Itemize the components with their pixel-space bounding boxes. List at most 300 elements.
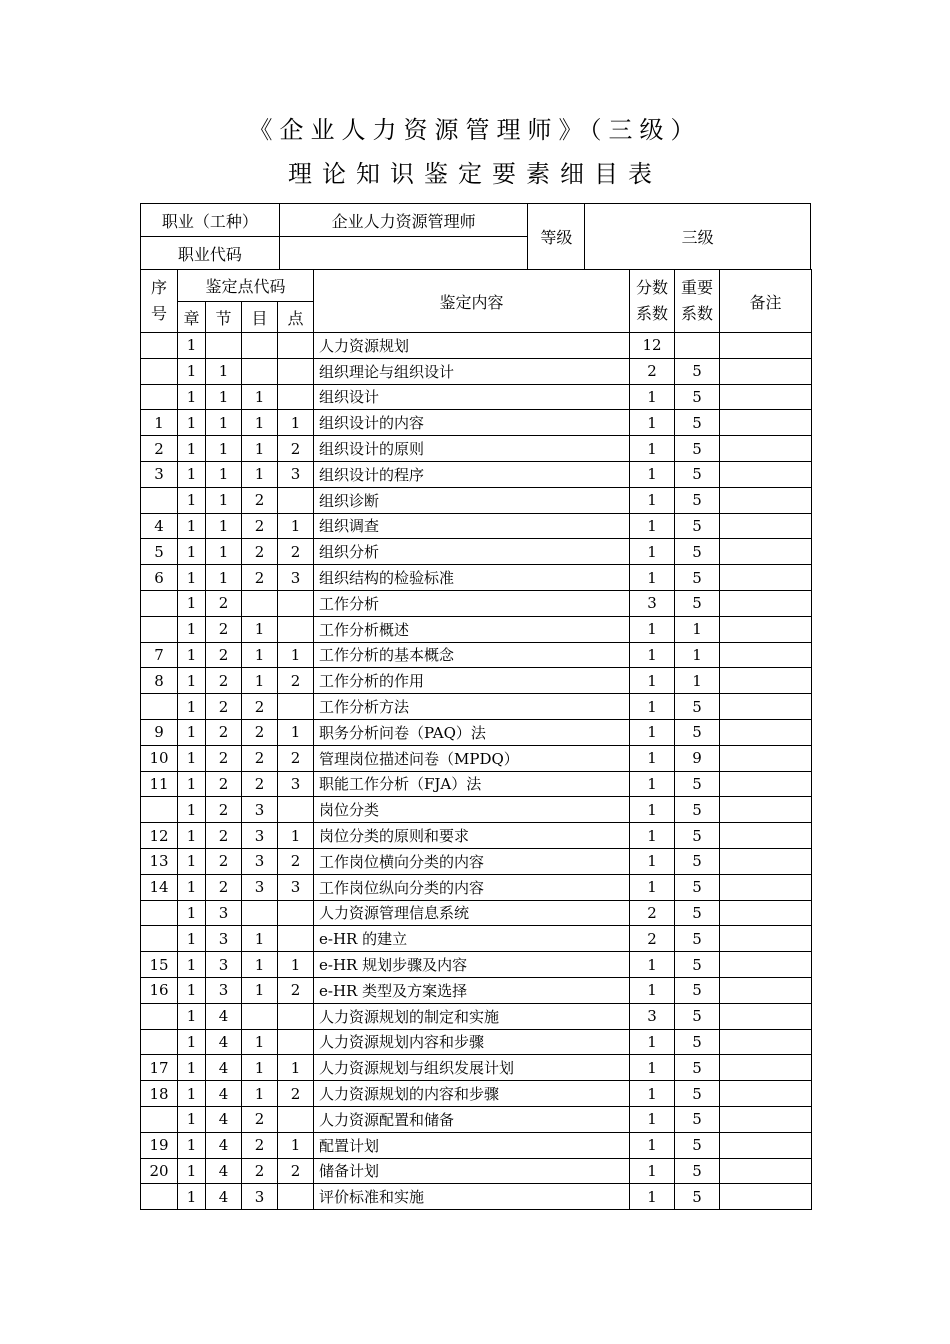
table-row (141, 565, 812, 591)
score-header-line1: 分数 (636, 278, 669, 297)
section-cell: 3 (206, 900, 242, 926)
seq-header (141, 270, 178, 333)
section-cell: 2 (206, 797, 242, 823)
seq-cell: 4 (141, 513, 178, 539)
content-cell: 人力资源规划内容和步骤 (314, 1029, 630, 1055)
importance-cell: 5 (675, 513, 720, 539)
section-header: 节 (206, 302, 242, 333)
document-title: 《企业人力资源管理师》（三级） (248, 116, 702, 144)
importance-cell: 5 (675, 1003, 720, 1029)
score-cell: 1 (630, 461, 675, 487)
item-cell: 1 (242, 668, 278, 694)
importance-cell: 5 (675, 694, 720, 720)
content-header: 鉴定内容 (314, 270, 630, 333)
item-cell: 3 (242, 797, 278, 823)
table-row (141, 1055, 812, 1081)
content-cell: e-HR 类型及方案选择 (314, 977, 630, 1003)
content-cell: 工作岗位横向分类的内容 (314, 848, 630, 874)
importance-header-line1: 重要 (681, 278, 714, 297)
importance-cell: 5 (675, 771, 720, 797)
score-cell: 1 (630, 823, 675, 849)
importance-cell: 1 (675, 668, 720, 694)
table-row (141, 513, 812, 539)
importance-cell: 5 (675, 900, 720, 926)
content-cell: e-HR 的建立 (314, 926, 630, 952)
remarks-cell (720, 900, 812, 926)
score-cell: 1 (630, 1055, 675, 1081)
item-cell: 2 (242, 1158, 278, 1184)
chapter-cell: 1 (178, 461, 206, 487)
point-cell (278, 797, 314, 823)
section-cell: 4 (206, 1158, 242, 1184)
seq-cell: 7 (141, 642, 178, 668)
section-cell: 4 (206, 1106, 242, 1132)
score-cell: 1 (630, 539, 675, 565)
chapter-cell: 1 (178, 616, 206, 642)
content-cell: 组织理论与组织设计 (314, 358, 630, 384)
point-cell (278, 1106, 314, 1132)
section-cell: 1 (206, 410, 242, 436)
item-cell: 1 (242, 642, 278, 668)
chapter-cell: 1 (178, 333, 206, 359)
chapter-cell: 1 (178, 1184, 206, 1210)
table-row (141, 926, 812, 952)
section-cell: 2 (206, 874, 242, 900)
remarks-cell (720, 719, 812, 745)
elements-table (140, 269, 812, 1210)
importance-cell: 5 (675, 358, 720, 384)
seq-cell: 14 (141, 874, 178, 900)
occupation-value: 企业人力资源管理师 (279, 204, 528, 237)
point-cell (278, 487, 314, 513)
table-row (141, 797, 812, 823)
item-cell: 2 (242, 719, 278, 745)
table-row (141, 823, 812, 849)
score-cell: 1 (630, 977, 675, 1003)
content-cell: 工作岗位纵向分类的内容 (314, 874, 630, 900)
item-cell: 2 (242, 487, 278, 513)
remarks-cell (720, 384, 812, 410)
importance-cell: 5 (675, 1055, 720, 1081)
score-cell: 1 (630, 384, 675, 410)
point-cell: 2 (278, 668, 314, 694)
item-cell (242, 333, 278, 359)
seq-header-line2: 号 (150, 304, 167, 323)
score-cell: 1 (630, 642, 675, 668)
table-row (141, 358, 812, 384)
remarks-header: 备注 (720, 270, 812, 333)
point-header: 点 (278, 302, 314, 333)
point-cell: 1 (278, 719, 314, 745)
item-cell: 3 (242, 874, 278, 900)
remarks-cell (720, 590, 812, 616)
table-row (141, 1158, 812, 1184)
table-row (141, 1132, 812, 1158)
seq-cell: 10 (141, 745, 178, 771)
importance-cell: 5 (675, 461, 720, 487)
score-cell: 1 (630, 410, 675, 436)
score-cell: 1 (630, 1029, 675, 1055)
content-cell: 人力资源配置和储备 (314, 1106, 630, 1132)
score-cell: 1 (630, 1184, 675, 1210)
remarks-cell (720, 358, 812, 384)
content-cell: 工作分析方法 (314, 694, 630, 720)
item-cell: 1 (242, 977, 278, 1003)
seq-cell (141, 358, 178, 384)
chapter-cell: 1 (178, 1158, 206, 1184)
chapter-cell: 1 (178, 436, 206, 462)
section-cell: 2 (206, 642, 242, 668)
importance-cell: 5 (675, 848, 720, 874)
seq-cell (141, 1003, 178, 1029)
chapter-cell: 1 (178, 694, 206, 720)
item-cell (242, 1003, 278, 1029)
remarks-cell (720, 874, 812, 900)
remarks-cell (720, 694, 812, 720)
content-cell: 职能工作分析（FJA）法 (314, 771, 630, 797)
point-cell (278, 616, 314, 642)
table-row (141, 848, 812, 874)
point-cell: 1 (278, 410, 314, 436)
section-cell: 4 (206, 1081, 242, 1107)
importance-cell: 1 (675, 616, 720, 642)
importance-header-line2: 系数 (681, 304, 714, 323)
table-row (141, 642, 812, 668)
chapter-cell: 1 (178, 539, 206, 565)
table-row (141, 1003, 812, 1029)
item-cell: 1 (242, 1055, 278, 1081)
item-cell (242, 900, 278, 926)
level-value: 三级 (585, 204, 811, 270)
section-cell: 1 (206, 384, 242, 410)
remarks-cell (720, 745, 812, 771)
section-cell: 1 (206, 513, 242, 539)
importance-cell: 5 (675, 926, 720, 952)
table-row (141, 1081, 812, 1107)
importance-cell: 5 (675, 719, 720, 745)
chapter-cell: 1 (178, 823, 206, 849)
point-cell: 2 (278, 539, 314, 565)
seq-cell: 2 (141, 436, 178, 462)
table-row (141, 539, 812, 565)
seq-cell: 18 (141, 1081, 178, 1107)
remarks-cell (720, 952, 812, 978)
point-cell: 1 (278, 513, 314, 539)
score-cell: 2 (630, 900, 675, 926)
seq-cell: 12 (141, 823, 178, 849)
seq-cell: 16 (141, 977, 178, 1003)
section-cell: 4 (206, 1029, 242, 1055)
chapter-cell: 1 (178, 1003, 206, 1029)
item-cell: 2 (242, 745, 278, 771)
occupation-code-value (279, 237, 528, 270)
point-cell (278, 590, 314, 616)
seq-cell: 13 (141, 848, 178, 874)
item-cell: 2 (242, 771, 278, 797)
content-cell: 组织设计的原则 (314, 436, 630, 462)
section-cell: 1 (206, 461, 242, 487)
seq-cell: 9 (141, 719, 178, 745)
point-cell (278, 384, 314, 410)
content-cell: 工作分析 (314, 590, 630, 616)
seq-header-line1: 序 (150, 278, 167, 297)
importance-cell: 5 (675, 952, 720, 978)
document-subtitle: 理论知识鉴定要素细目表 (288, 160, 662, 188)
importance-cell: 5 (675, 823, 720, 849)
content-cell: 组织诊断 (314, 487, 630, 513)
remarks-cell (720, 1184, 812, 1210)
point-cell (278, 358, 314, 384)
section-cell: 4 (206, 1132, 242, 1158)
remarks-cell (720, 1158, 812, 1184)
importance-cell: 5 (675, 1029, 720, 1055)
chapter-cell: 1 (178, 565, 206, 591)
score-cell: 1 (630, 848, 675, 874)
seq-cell: 1 (141, 410, 178, 436)
item-cell: 1 (242, 436, 278, 462)
table-row (141, 977, 812, 1003)
seq-cell (141, 1106, 178, 1132)
remarks-cell (720, 616, 812, 642)
occupation-code-label: 职业代码 (141, 237, 280, 270)
remarks-cell (720, 642, 812, 668)
point-cell (278, 694, 314, 720)
content-cell: 人力资源规划的内容和步骤 (314, 1081, 630, 1107)
chapter-cell: 1 (178, 952, 206, 978)
item-header: 目 (242, 302, 278, 333)
importance-cell (675, 333, 720, 359)
seq-cell: 5 (141, 539, 178, 565)
code-group-header: 鉴定点代码 (178, 270, 314, 302)
content-cell: 组织设计 (314, 384, 630, 410)
table-row (141, 1106, 812, 1132)
item-cell (242, 358, 278, 384)
content-cell: 人力资源规划的制定和实施 (314, 1003, 630, 1029)
chapter-cell: 1 (178, 771, 206, 797)
remarks-cell (720, 410, 812, 436)
point-cell: 2 (278, 1158, 314, 1184)
seq-cell: 15 (141, 952, 178, 978)
table-row (141, 1029, 812, 1055)
item-cell: 1 (242, 1081, 278, 1107)
content-cell: 储备计划 (314, 1158, 630, 1184)
content-cell: 组织结构的检验标准 (314, 565, 630, 591)
table-row (141, 461, 812, 487)
item-cell (242, 590, 278, 616)
chapter-cell: 1 (178, 900, 206, 926)
importance-cell: 5 (675, 565, 720, 591)
importance-cell: 5 (675, 1158, 720, 1184)
importance-cell: 9 (675, 745, 720, 771)
importance-cell: 5 (675, 1132, 720, 1158)
score-cell: 12 (630, 333, 675, 359)
section-cell: 4 (206, 1003, 242, 1029)
item-cell: 2 (242, 694, 278, 720)
table-row (141, 694, 812, 720)
section-cell: 3 (206, 977, 242, 1003)
chapter-cell: 1 (178, 1132, 206, 1158)
remarks-cell (720, 436, 812, 462)
content-cell: 配置计划 (314, 1132, 630, 1158)
section-cell: 4 (206, 1055, 242, 1081)
remarks-cell (720, 1106, 812, 1132)
remarks-cell (720, 668, 812, 694)
seq-cell (141, 487, 178, 513)
score-cell: 1 (630, 1158, 675, 1184)
score-cell: 1 (630, 797, 675, 823)
chapter-cell: 1 (178, 642, 206, 668)
chapter-cell: 1 (178, 590, 206, 616)
point-cell (278, 1184, 314, 1210)
point-cell: 1 (278, 823, 314, 849)
content-cell: 管理岗位描述问卷（MPDQ） (314, 745, 630, 771)
point-cell: 1 (278, 1055, 314, 1081)
seq-cell: 3 (141, 461, 178, 487)
content-cell: 人力资源管理信息系统 (314, 900, 630, 926)
score-header (630, 270, 675, 333)
score-cell: 3 (630, 590, 675, 616)
point-cell (278, 926, 314, 952)
section-cell: 2 (206, 848, 242, 874)
chapter-cell: 1 (178, 719, 206, 745)
table-row (141, 771, 812, 797)
importance-cell: 5 (675, 977, 720, 1003)
table-row (141, 410, 812, 436)
importance-cell: 5 (675, 797, 720, 823)
header-table (140, 203, 811, 270)
section-cell: 2 (206, 590, 242, 616)
seq-cell (141, 1029, 178, 1055)
remarks-cell (720, 1132, 812, 1158)
chapter-cell: 1 (178, 977, 206, 1003)
section-cell: 2 (206, 616, 242, 642)
remarks-cell (720, 333, 812, 359)
score-cell: 1 (630, 487, 675, 513)
item-cell: 2 (242, 1132, 278, 1158)
chapter-cell: 1 (178, 1081, 206, 1107)
item-cell: 2 (242, 1106, 278, 1132)
item-cell: 1 (242, 616, 278, 642)
table-row (141, 952, 812, 978)
content-cell: 组织调查 (314, 513, 630, 539)
table-row (141, 745, 812, 771)
score-cell: 1 (630, 745, 675, 771)
seq-cell (141, 926, 178, 952)
chapter-cell: 1 (178, 926, 206, 952)
chapter-cell: 1 (178, 410, 206, 436)
point-cell: 2 (278, 977, 314, 1003)
remarks-cell (720, 1081, 812, 1107)
table-row (141, 590, 812, 616)
remarks-cell (720, 513, 812, 539)
content-cell: 岗位分类 (314, 797, 630, 823)
score-cell: 3 (630, 1003, 675, 1029)
score-cell: 1 (630, 1081, 675, 1107)
content-cell: 组织设计的内容 (314, 410, 630, 436)
importance-cell: 5 (675, 590, 720, 616)
seq-cell: 8 (141, 668, 178, 694)
remarks-cell (720, 1029, 812, 1055)
content-cell: 工作分析概述 (314, 616, 630, 642)
section-cell (206, 333, 242, 359)
section-cell: 2 (206, 694, 242, 720)
importance-header (675, 270, 720, 333)
importance-cell: 5 (675, 1081, 720, 1107)
section-cell: 4 (206, 1184, 242, 1210)
score-cell: 1 (630, 952, 675, 978)
item-cell: 1 (242, 1029, 278, 1055)
content-cell: 人力资源规划 (314, 333, 630, 359)
content-cell: 工作分析的基本概念 (314, 642, 630, 668)
importance-cell: 5 (675, 874, 720, 900)
table-row (141, 384, 812, 410)
content-cell: 组织分析 (314, 539, 630, 565)
chapter-cell: 1 (178, 1106, 206, 1132)
content-cell: 工作分析的作用 (314, 668, 630, 694)
chapter-cell: 1 (178, 745, 206, 771)
item-cell: 1 (242, 384, 278, 410)
table-body (141, 333, 812, 1210)
seq-cell: 17 (141, 1055, 178, 1081)
remarks-cell (720, 977, 812, 1003)
remarks-cell (720, 848, 812, 874)
table-row (141, 668, 812, 694)
score-cell: 1 (630, 668, 675, 694)
seq-cell: 11 (141, 771, 178, 797)
table-row (141, 874, 812, 900)
importance-cell: 5 (675, 539, 720, 565)
point-cell: 1 (278, 1132, 314, 1158)
importance-cell: 5 (675, 410, 720, 436)
section-cell: 1 (206, 487, 242, 513)
score-cell: 1 (630, 719, 675, 745)
remarks-cell (720, 771, 812, 797)
item-cell: 3 (242, 823, 278, 849)
level-label: 等级 (528, 204, 585, 270)
chapter-cell: 1 (178, 848, 206, 874)
section-cell: 1 (206, 539, 242, 565)
content-cell: 岗位分类的原则和要求 (314, 823, 630, 849)
point-cell (278, 900, 314, 926)
item-cell: 2 (242, 513, 278, 539)
content-cell: 人力资源规划与组织发展计划 (314, 1055, 630, 1081)
seq-cell (141, 1184, 178, 1210)
chapter-cell: 1 (178, 668, 206, 694)
occupation-label: 职业（工种） (141, 204, 280, 237)
table-row (141, 616, 812, 642)
point-cell: 3 (278, 771, 314, 797)
score-cell: 2 (630, 358, 675, 384)
remarks-cell (720, 487, 812, 513)
seq-cell (141, 616, 178, 642)
score-cell: 1 (630, 513, 675, 539)
seq-cell: 20 (141, 1158, 178, 1184)
section-cell: 1 (206, 436, 242, 462)
score-header-line2: 系数 (636, 304, 669, 323)
score-cell: 2 (630, 926, 675, 952)
content-cell: 组织设计的程序 (314, 461, 630, 487)
score-cell: 1 (630, 694, 675, 720)
seq-cell (141, 384, 178, 410)
seq-cell (141, 590, 178, 616)
importance-cell: 1 (675, 642, 720, 668)
point-cell: 2 (278, 848, 314, 874)
seq-cell: 6 (141, 565, 178, 591)
item-cell: 2 (242, 539, 278, 565)
score-cell: 1 (630, 771, 675, 797)
table-row (141, 333, 812, 359)
importance-cell: 5 (675, 384, 720, 410)
